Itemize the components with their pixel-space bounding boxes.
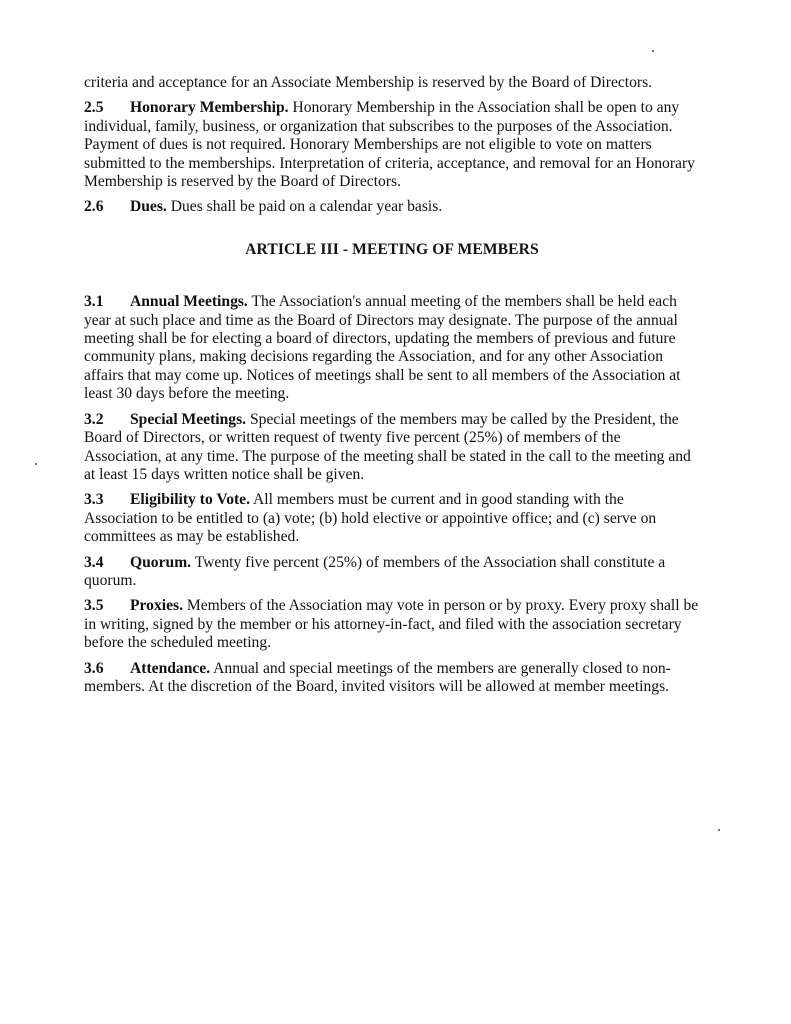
section-number: 3.4 bbox=[84, 553, 104, 571]
section-title: Annual Meetings. bbox=[130, 293, 248, 311]
section-number: 3.1 bbox=[84, 293, 104, 311]
section-text: Members of the Association may vote in person or by proxy. Every proxy shall be in writing, signed by the member or his attorney-in-fact, and filed with the association secretary before the scheduled meeting. bbox=[84, 597, 699, 652]
scan-speck-left-margin bbox=[35, 463, 37, 465]
section-text: Annual and special meetings of the members are generally closed to non-members. At the discretion of the Board, invited visitors will be allowed at member meetings. bbox=[84, 659, 671, 695]
continuation-paragraph: criteria and acceptance for an Associate Membership is reserved by the Board of Directors. bbox=[84, 74, 653, 91]
document-page bbox=[84, 74, 700, 703]
section-title: Dues. bbox=[130, 198, 167, 216]
section-title: Honorary Membership. bbox=[130, 99, 289, 117]
section-title: Quorum. bbox=[130, 553, 192, 571]
section-text: The Association's annual meeting of the members shall be held each year at such place and time as the Board of Directors may designate. The purpose of the annual meeting shall be for electing a board of directors, updating the members of previous and future community plans, making decisions regarding the Association, and for any other Association affairs that may come up. Notices of meetings shall be sent to all members of the Association at least 30 days before the meeting. bbox=[84, 293, 681, 403]
section-text: Special meetings of the members may be called by the President, the Board of Directors, or written request of twenty five percent (25%) of members of the Association, at any time. The purpose of the meeting shall be stated in the call to the meeting and at least 15 days written notice shall be given. bbox=[84, 410, 691, 483]
article-heading: ARTICLE III - MEETING OF MEMBERS bbox=[245, 240, 539, 258]
section-3-2 bbox=[84, 411, 700, 485]
section-2-6 bbox=[84, 198, 700, 216]
section-number: 3.5 bbox=[84, 597, 104, 615]
section-number: 3.6 bbox=[84, 659, 104, 677]
section-3-3 bbox=[84, 491, 700, 546]
scan-speck-top-right bbox=[652, 50, 654, 52]
section-3-1 bbox=[84, 293, 700, 403]
section-title: Special Meetings. bbox=[130, 410, 247, 428]
section-title: Eligibility to Vote. bbox=[130, 491, 250, 509]
scan-speck-right-margin bbox=[718, 829, 720, 831]
section-number: 3.3 bbox=[84, 491, 104, 509]
section-text: Honorary Membership in the Association shall be open to any individual, family, business, or organization that subscribes to the purposes of the Association. Payment of dues is not required. Honorary Memberships are not eligible to vote on matters submitted to the memberships. Interpretation of criteria, acceptance, and removal for an Honorary Membership is reserved by the Board of Directors. bbox=[84, 99, 695, 191]
section-title: Proxies. bbox=[130, 597, 183, 615]
section-2-5 bbox=[84, 99, 700, 191]
section-number: 2.6 bbox=[84, 198, 104, 216]
section-3-5 bbox=[84, 597, 700, 652]
section-text: All members must be current and in good standing with the Association to be entitled to (a) vote; (b) hold elective or appointive office; and (c) serve on committees as may be established. bbox=[84, 491, 657, 546]
section-title: Attendance. bbox=[130, 659, 211, 677]
section-3-4 bbox=[84, 554, 700, 591]
section-text: Twenty five percent (25%) of members of the Association shall constitute a quorum. bbox=[84, 553, 666, 589]
section-number: 2.5 bbox=[84, 99, 104, 117]
section-text: Dues shall be paid on a calendar year basis. bbox=[170, 198, 443, 216]
section-number: 3.2 bbox=[84, 410, 104, 428]
section-3-6 bbox=[84, 660, 700, 697]
